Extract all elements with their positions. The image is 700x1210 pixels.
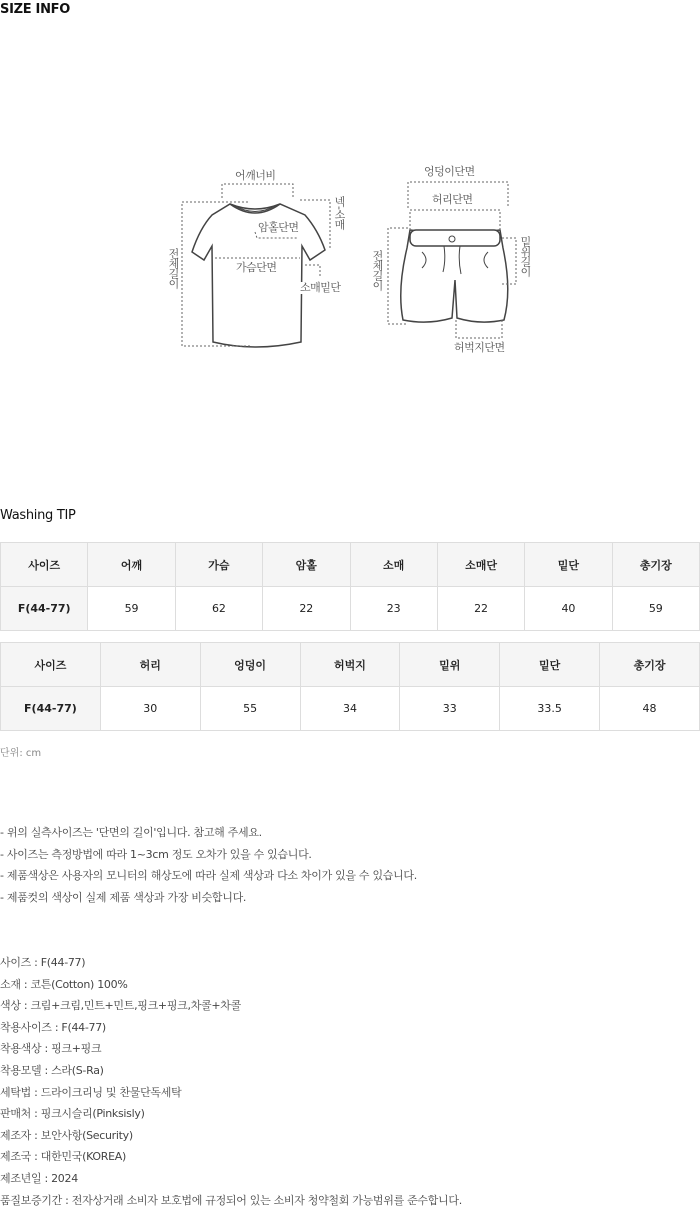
- label-neck-sleeve: 넥-소매: [333, 196, 346, 229]
- table-header-cell: 밑단: [525, 543, 612, 587]
- note-line: - 사이즈는 측정방법에 따라 1~3cm 정도 오차가 있을 수 있습니다.: [0, 847, 312, 861]
- spec-line: 착용사이즈 : F(44-77): [0, 1020, 106, 1034]
- label-chest: 가슴단면: [236, 261, 277, 274]
- table-header-cell: 소매: [350, 543, 437, 587]
- table-cell-size: F(44-77): [1, 587, 88, 631]
- bottom-size-table: [0, 642, 700, 731]
- table-cell: 23: [350, 587, 437, 631]
- table-cell: 34: [300, 687, 400, 731]
- table-header-cell: 밑위: [400, 643, 500, 687]
- label-waist: 허리단면: [432, 193, 473, 206]
- table-cell: 59: [612, 587, 699, 631]
- label-shoulder: 어깨너비: [235, 169, 276, 182]
- table-header-row: [1, 643, 700, 687]
- table-header-cell: 밑단: [500, 643, 600, 687]
- table-cell: 55: [200, 687, 300, 731]
- table-header-cell: 사이즈: [1, 643, 101, 687]
- table-header-cell: 총기장: [600, 643, 700, 687]
- table-cell: 30: [100, 687, 200, 731]
- top-size-table: [0, 542, 700, 631]
- table-cell: 33.5: [500, 687, 600, 731]
- note-line: - 제품색상은 사용자의 모니터의 해상도에 따라 실제 색상과 다소 차이가 있을 수 있습니다.: [0, 869, 417, 883]
- table-cell: 59: [88, 587, 175, 631]
- note-line: - 제품컷의 색상이 실제 제품 색상과 가장 비슷합니다.: [0, 891, 247, 905]
- table-cell: 33: [400, 687, 500, 731]
- table-header-cell: 엉덩이: [200, 643, 300, 687]
- table-header-cell: 어깨: [88, 543, 175, 587]
- table-row: [1, 587, 700, 631]
- spec-line: 제조년일 : 2024: [0, 1171, 78, 1185]
- table-cell: 22: [437, 587, 524, 631]
- table-row: [1, 687, 700, 731]
- label-thigh: 허벅지단면: [454, 341, 505, 354]
- label-bottom-total-length: 전체길이: [371, 250, 384, 290]
- unit-label: 단위: cm: [0, 748, 42, 759]
- size-notes: [0, 822, 417, 909]
- spec-line: 색상 : 크림+크림,민트+민트,핑크+핑크,차콜+차콜: [0, 999, 241, 1013]
- spec-line: 세탁법 : 드라이크리닝 및 찬물단독세탁: [0, 1085, 182, 1099]
- spec-line: 착용색상 : 핑크+핑크: [0, 1042, 102, 1056]
- note-line: - 위의 실측사이즈는 '단면의 길이'입니다. 참고해 주세요.: [0, 826, 262, 839]
- table-header-row: [1, 543, 700, 587]
- size-info-heading: SIZE INFO: [0, 2, 70, 17]
- spec-line: 품질보증기간 : 전자상거래 소비자 보호법에 규정되어 있는 소비자 청약철회 가능범위를 준수합니다.: [0, 1193, 462, 1207]
- label-armhole: 암홀단면: [258, 221, 299, 234]
- table-header-cell: 사이즈: [1, 543, 88, 587]
- washing-tip-heading: Washing TIP: [0, 508, 76, 523]
- spec-line: 판매처 : 핑크시슬리(Pinksisly): [0, 1107, 145, 1121]
- label-rise: 밑위길이: [519, 236, 532, 276]
- measurement-diagram: [160, 160, 540, 370]
- label-sleeve-hem: 소매밑단: [300, 281, 341, 294]
- label-hip: 엉덩이단면: [424, 165, 475, 178]
- shorts-illustration: [401, 230, 508, 322]
- table-cell: 48: [600, 687, 700, 731]
- product-specs: [0, 952, 462, 1210]
- table-header-cell: 가슴: [175, 543, 262, 587]
- table-cell: 40: [525, 587, 612, 631]
- spec-line: 제조국 : 대한민국(KOREA): [0, 1150, 126, 1164]
- spec-line: 착용모델 : 스라(S-Ra): [0, 1063, 104, 1077]
- table-header-cell: 허벅지: [300, 643, 400, 687]
- table-header-cell: 총기장: [612, 543, 699, 587]
- spec-line: 제조자 : 보안사항(Security): [0, 1128, 133, 1142]
- table-cell: 62: [175, 587, 262, 631]
- spec-line: 사이즈 : F(44-77): [0, 956, 86, 969]
- table-header-cell: 허리: [100, 643, 200, 687]
- garment-illustration: [160, 160, 540, 370]
- table-header-cell: 소매단: [437, 543, 524, 587]
- table-header-cell: 암홀: [263, 543, 350, 587]
- table-cell: 22: [263, 587, 350, 631]
- label-top-total-length: 전체길이: [167, 248, 180, 288]
- spec-line: 소재 : 코튼(Cotton) 100%: [0, 977, 128, 991]
- table-cell-size: F(44-77): [1, 687, 101, 731]
